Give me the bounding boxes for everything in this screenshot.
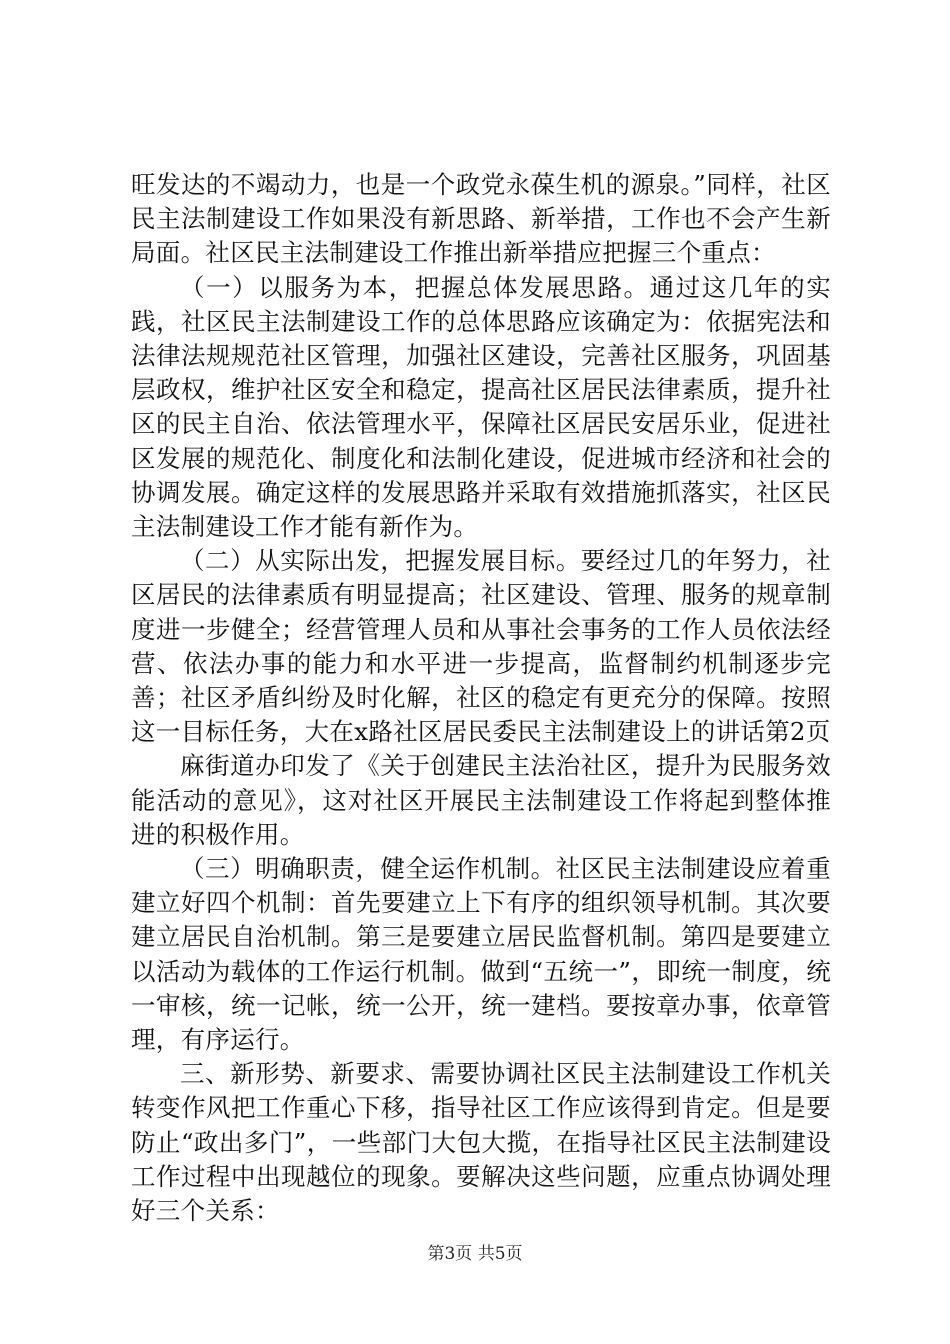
paragraph-1: 旺发达的不竭动力，也是一个政党永葆生机的源泉。”同样，社区民主法制建设工作如果没有新思路、新举措，工作也不会产生新局面。社区民主法制建设工作推出新举措应把握三个重点： xyxy=(131,170,831,268)
paragraph-6: 三、新形势、新要求、需要协调社区民主法制建设工作机关转变作风把工作重心下移，指导社区工作应该得到肯定。但是要防止“政出多门”，一些部门大包大揽，在指导社区民主法制建设工作过程中出现越位的现象。要解决这些问题，应重点协调处理好三个关系： xyxy=(131,1059,831,1226)
paragraph-2: （一）以服务为本，把握总体发展思路。通过这几年的实践，社区民主法制建设工作的总体思路应该确定为：依据宪法和法律法规规范社区管理，加强社区建设，完善社区服务，巩固基层政权，维护社区安全和稳定，提高社区居民法律素质，提升社区的民主自治、依法管理水平，保障社区居民安居乐业，促进社区发展的规范化、制度化和法制化建设，促进城市经济和社会的协调发展。确定这样的发展思路并采取有效措施抓落实，社区民主法制建设工作才能有新作为。 xyxy=(131,272,831,542)
page-footer: 第3页 共5页 xyxy=(427,1244,523,1264)
paragraph-4: 麻街道办印发了《关于创建民主法治社区，提升为民服务效能活动的意见》，这对社区开展民主法制建设工作将起到整体推进的积极作用。 xyxy=(131,751,831,849)
paragraph-5: （三）明确职责，健全运作机制。社区民主法制建设应着重建立好四个机制：首先要建立上下有序的组织领导机制。其次要建立居民自治机制。第三是要建立居民监督机制。第四是要建立以活动为载体的工作运行机制。做到“五统一”，即统一制度，统一审核，统一记帐，统一公开，统一建档。要按章办事，依章管理，有序运行。 xyxy=(131,854,831,1055)
document-body xyxy=(131,168,831,1228)
paragraph-3: （二）从实际出发，把握发展目标。要经过几的年努力，社区居民的法律素质有明显提高；社区建设、管理、服务的规章制度进一步健全；经营管理人员和从事社会事务的工作人员依法经营、依法办事的能力和水平进一步提高，监督制约机制逐步完善；社区矛盾纠纷及时化解，社区的稳定有更充分的保障。按照这一目标任务，大在x路社区居民委民主法制建设上的讲话第2页 xyxy=(131,546,831,747)
